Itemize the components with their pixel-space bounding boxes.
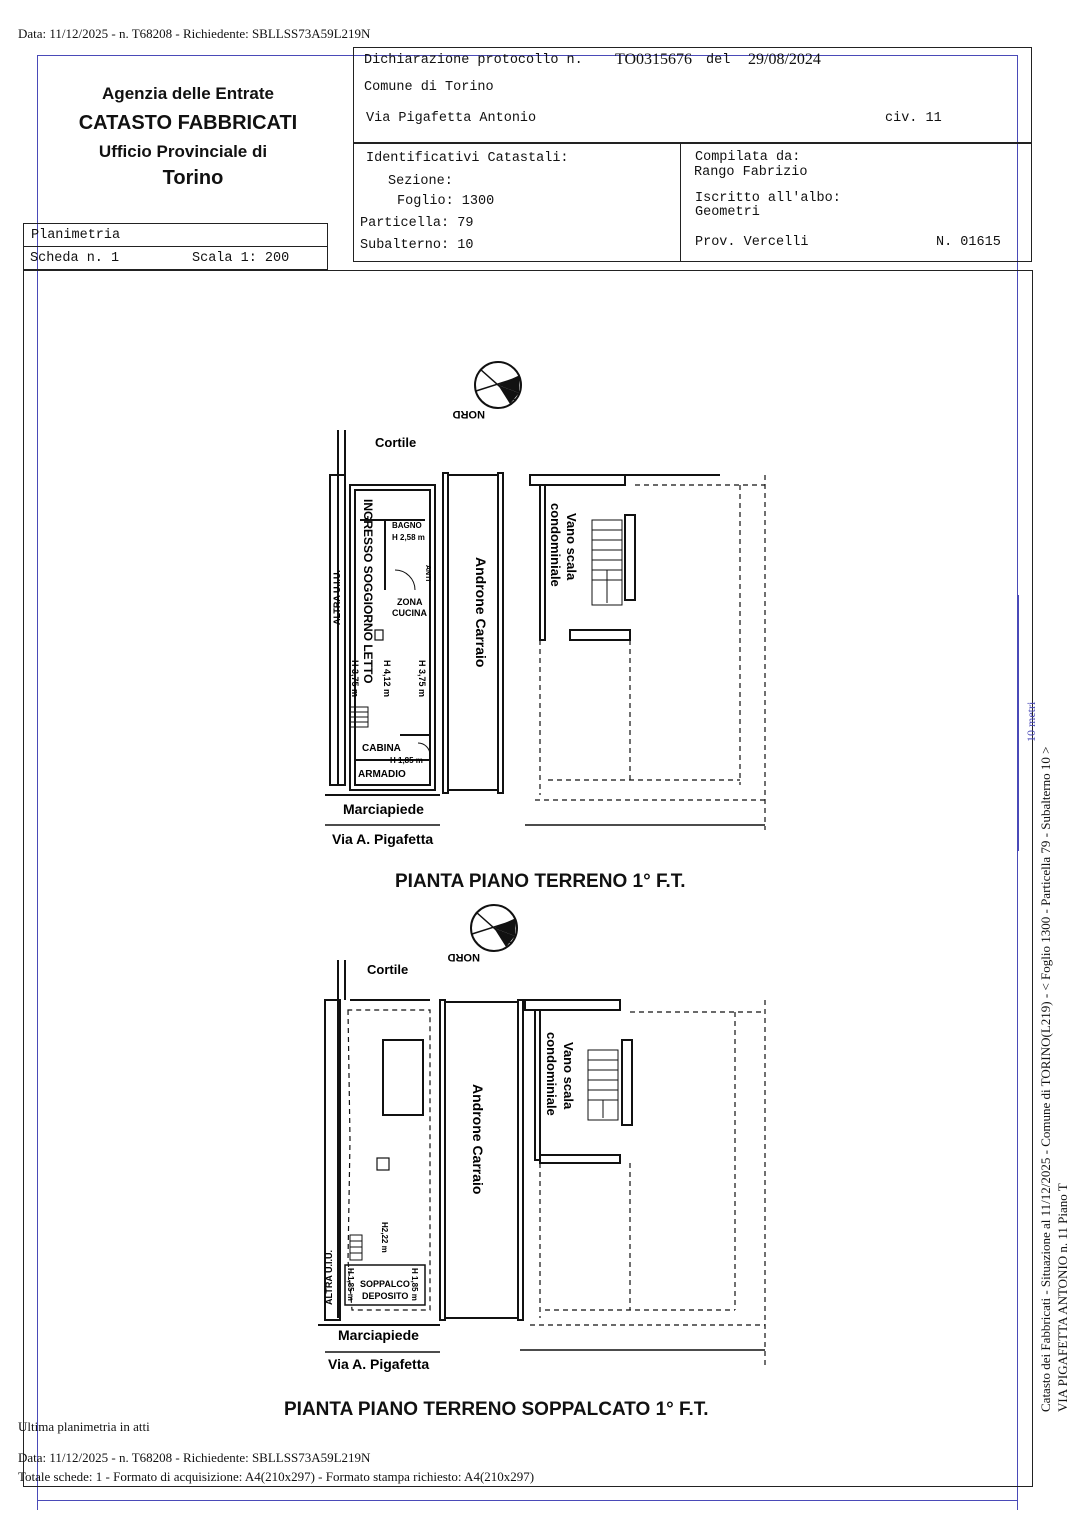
sezione-label: Sezione:	[388, 174, 453, 189]
declaration-label: Dichiarazione protocollo n.	[364, 53, 583, 68]
marciapiede-label: Marciapiede	[343, 801, 424, 817]
deposito-label: DEPOSITO	[362, 1291, 409, 1301]
north-arrow-icon	[475, 362, 521, 408]
plan-mezzanine-floor	[300, 900, 780, 1380]
subalterno-label: Subalterno: 10	[360, 238, 474, 253]
agency-name: Agenzia delle Entrate	[102, 84, 274, 103]
condominiale-label: condominiale	[548, 503, 563, 587]
androne-label: Androne Carraio	[470, 1084, 486, 1195]
armadio-label: ARMADIO	[358, 769, 406, 780]
side-text-line2: VIA PIGAFETTA ANTONIO n. 11 Piano T	[1055, 1183, 1070, 1412]
ultima-planimetria: Ultima planimetria in atti	[18, 1419, 150, 1434]
frame-line-bottom	[37, 1500, 1018, 1501]
particella-label: Particella: 79	[360, 216, 474, 231]
androne-label: Androne Carraio	[473, 557, 489, 668]
agency-catasto: CATASTO FABBRICATI	[78, 112, 298, 134]
civ-label: civ. 11	[885, 111, 942, 126]
header-request-line: Data: 11/12/2025 - n. T68208 - Richiedente: SBLLSS73A59L219N	[18, 26, 371, 41]
via-label: Via A. Pigafetta	[332, 831, 434, 847]
h375b-label: H 3,75 m	[350, 660, 360, 698]
soppalco-label: SOPPALCO	[360, 1279, 410, 1289]
vano-label: Vano scala	[561, 1042, 576, 1110]
prov-label: Prov. Vercelli	[695, 235, 809, 250]
plan2-title: PIANTA PIANO TERRENO SOPPALCATO 1° F.T.	[284, 1399, 709, 1420]
nord-label: NORD	[452, 408, 485, 420]
vano-label: Vano scala	[564, 513, 579, 581]
altra-uiu-label: ALTRA U.I.U.	[332, 570, 342, 625]
foglio-label: Foglio: 1300	[397, 194, 495, 209]
scale-bar	[1018, 595, 1019, 851]
cortile-label: Cortile	[375, 435, 417, 450]
h412-label: H 4,12 m	[382, 660, 392, 698]
footer-request-line: Data: 11/12/2025 - n. T68208 - Richiedente: SBLLSS73A59L219N	[18, 1450, 371, 1465]
agency-office: Ufficio Provinciale di	[98, 142, 268, 161]
bagno-height-label: H 2,58 m	[392, 533, 425, 542]
planimetria-label: Planimetria	[31, 228, 121, 243]
declaration-date: 29/08/2024	[748, 51, 821, 68]
compilata-name: Rango Fabrizio	[694, 165, 808, 180]
bagno-label: BAGNO	[392, 521, 422, 530]
anti-label: ANTI	[424, 565, 431, 582]
staircase-icon	[588, 1050, 618, 1120]
plan1-title: PIANTA PIANO TERRENO 1° F.T.	[395, 871, 686, 892]
zona-label: ZONA	[397, 597, 423, 607]
cabina-height-label: H 1,85 m	[390, 756, 423, 765]
condominiale-label: condominiale	[544, 1032, 559, 1116]
declaration-number: TO0315676	[615, 51, 693, 68]
h375a-label: H 3,75 m	[417, 660, 427, 698]
footer-format-line: Totale schede: 1 - Formato di acquisizione: A4(210x297) - Formato stampa richiesto: A4(210x297)	[18, 1469, 535, 1484]
scale-bar-label: 10 metri	[1024, 701, 1038, 742]
comune-label: Comune di Torino	[364, 80, 494, 95]
compilata-label: Compilata da:	[695, 150, 801, 165]
scheda-label: Scheda n. 1	[30, 251, 120, 266]
plan-ground-floor	[300, 355, 780, 895]
small-staircase-icon	[350, 707, 368, 727]
h185a-label: H 1,85 m	[346, 1268, 355, 1301]
street-label: Via Pigafetta Antonio	[366, 111, 537, 126]
albo-value: Geometri	[695, 205, 760, 220]
num-label: N. 01615	[936, 235, 1001, 250]
marciapiede-label: Marciapiede	[338, 1327, 419, 1343]
h185b-label: H 1,85 m	[410, 1268, 419, 1301]
nord-label: NORD	[447, 951, 480, 963]
albo-label: Iscritto all'albo:	[695, 191, 841, 206]
h222-label: H2,22 m	[380, 1222, 389, 1253]
side-text-line1: Catasto dei Fabbricati - Situazione al 11/12/2025 - Comune di TORINO(L219) - < Foglio 1300 - Particella 79 - Subalterno 10 >	[1038, 746, 1053, 1412]
identificativi-title: Identificativi Catastali:	[366, 151, 569, 166]
altra-uiu-label: ALTRA U.I.U.	[324, 1250, 334, 1305]
via-label: Via A. Pigafetta	[328, 1356, 430, 1372]
scala-label: Scala 1: 200	[192, 251, 290, 266]
small-staircase-icon	[350, 1235, 362, 1260]
room-main-label: INGRESSO SOGGIORNO LETTO	[361, 499, 375, 684]
declaration-del: del	[706, 53, 731, 68]
north-arrow-icon	[471, 905, 517, 951]
cortile-label: Cortile	[367, 962, 409, 977]
planimetria-divider	[23, 246, 328, 247]
cabina-label: CABINA	[362, 743, 401, 754]
cucina-label: CUCINA	[392, 608, 427, 618]
agency-city: Torino	[162, 167, 224, 189]
staircase-icon	[592, 520, 622, 605]
